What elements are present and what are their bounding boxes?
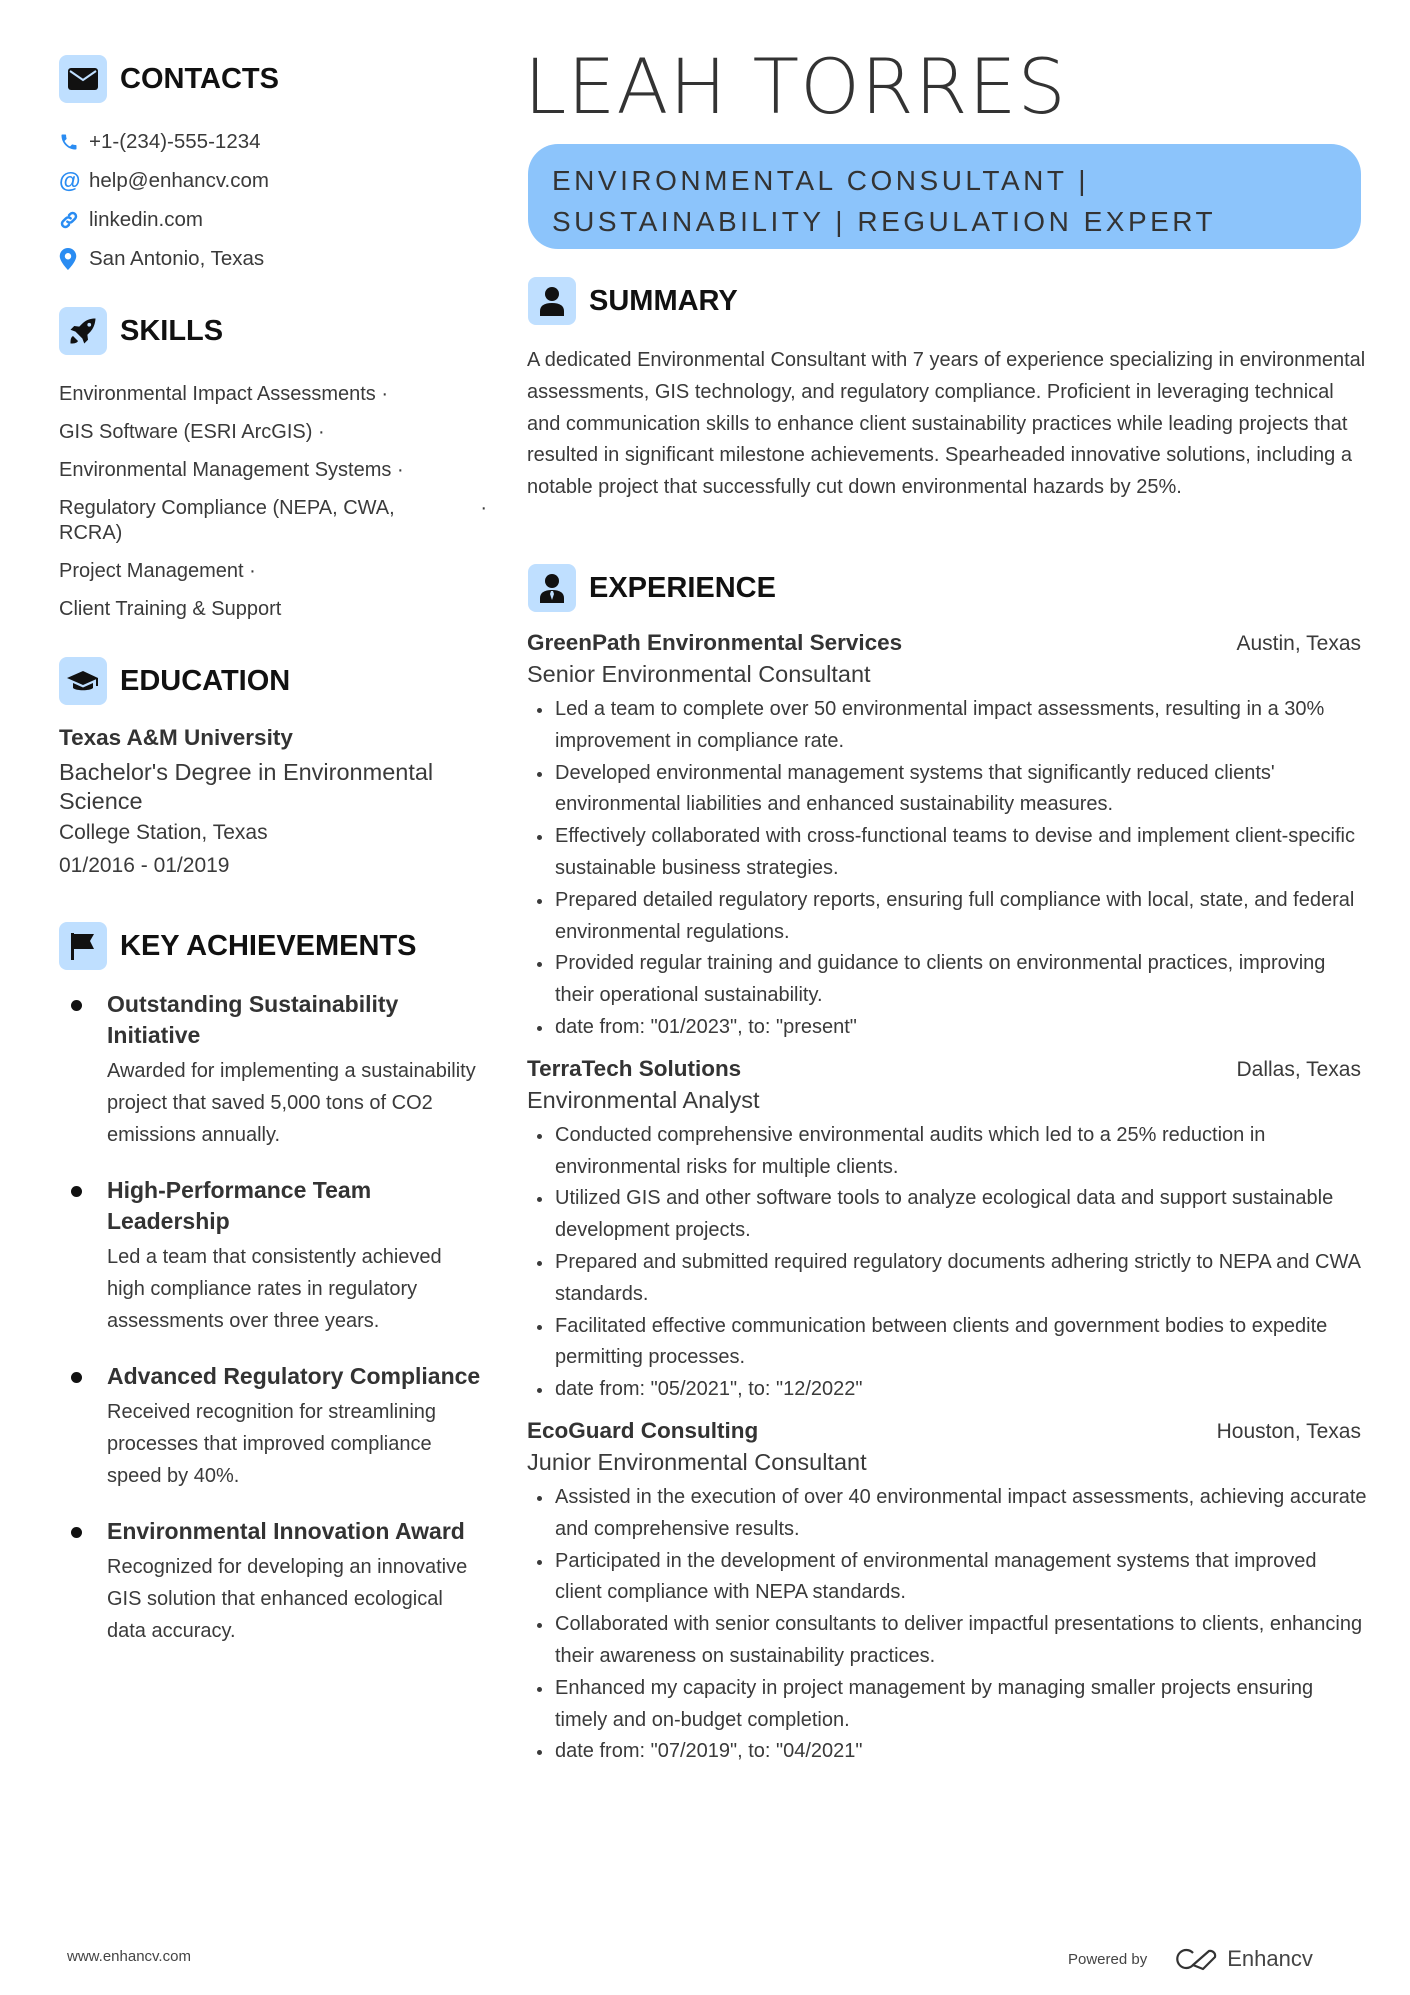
bullet: Prepared detailed regulatory reports, ensuring full compliance with local, state, and federal environmental regulations. (527, 885, 1367, 949)
bullet: Collaborated with senior consultants to deliver impactful presentations to clients, enhancing their awareness on sustainability practices. (527, 1609, 1367, 1673)
achievement-title: Environmental Innovation Award (107, 1518, 465, 1544)
achievement-item (59, 1361, 487, 1492)
job-location: Dallas, Texas (1236, 1057, 1361, 1081)
contact-text: linkedin.com (89, 207, 203, 231)
bullet: Enhanced my capacity in project management by managing smaller projects ensuring timely and on-budget completion. (527, 1673, 1367, 1737)
skill-item: Environmental Management Systems · (59, 459, 404, 481)
skills-list (59, 382, 487, 635)
skill-item: GIS Software (ESRI ArcGIS) · (59, 421, 325, 443)
bullet-icon (71, 1372, 82, 1383)
achievement-item (59, 1175, 487, 1337)
contact-text: help@enhancv.com (89, 168, 269, 192)
bullet: date from: "05/2021", to: "12/2022" (527, 1374, 1367, 1406)
contact-list (59, 122, 269, 278)
bullet: date from: "01/2023", to: "present" (527, 1012, 1367, 1044)
graduation-cap-icon (59, 657, 107, 705)
bullet-icon (71, 1186, 82, 1197)
education-location: College Station, Texas (59, 821, 268, 844)
rocket-icon (59, 307, 107, 355)
experience-list (527, 630, 1367, 1780)
skill-item: Environmental Impact Assessments · (59, 383, 389, 405)
briefcase-user-icon (528, 564, 576, 612)
bullet: Assisted in the execution of over 40 environmental impact assessments, achieving accurate and comprehensive results. (527, 1482, 1367, 1546)
section-title: EXPERIENCE (589, 571, 776, 604)
contact-text: San Antonio, Texas (89, 246, 265, 270)
bullet: Participated in the development of environmental management systems that improved client compliance with NEPA standards. (527, 1546, 1367, 1610)
achievement-title: Advanced Regulatory Compliance (107, 1363, 481, 1389)
bullet: Prepared and submitted required regulatory documents adhering strictly to NEPA and CWA standards. (527, 1247, 1367, 1311)
company-name: EcoGuard Consulting (527, 1417, 759, 1443)
job-title-line: SUSTAINABILITY | REGULATION EXPERT (552, 206, 1217, 237)
summary-header (528, 277, 738, 325)
achievement-desc: Awarded for implementing a sustainability project that saved 5,000 tons of CO2 emissions annually. (107, 1060, 476, 1146)
summary-text: A dedicated Environmental Consultant with 7 years of experience specializing in environmental assessments, GIS technology, and regulatory compliance. Proficient in leveraging technical and communication skills to enhance client sustainability practices while leading projects that resulted in significant milestone achievements. Spearheaded innovative solutions, including a notable project that successfully cut down environmental hazards by 25%. (527, 349, 1366, 499)
job-title-line: ENVIRONMENTAL CONSULTANT | (552, 165, 1089, 196)
achievements-header (59, 922, 417, 970)
section-title: KEY ACHIEVEMENTS (120, 929, 417, 962)
job-role: Senior Environmental Consultant (527, 661, 871, 687)
flag-icon (59, 922, 107, 970)
achievement-title: High-Performance Team Leadership (107, 1177, 372, 1234)
job-role: Junior Environmental Consultant (527, 1448, 867, 1475)
section-title: EDUCATION (120, 664, 291, 697)
job-location: Austin, Texas (1236, 632, 1361, 655)
bullet: Conducted comprehensive environmental audits which led to a 25% reduction in environmental risks for multiple clients. (527, 1120, 1367, 1184)
bullet: Utilized GIS and other software tools to analyze ecological data and support sustainable development projects. (527, 1183, 1367, 1247)
bullet-icon (71, 1000, 82, 1011)
phone-icon (59, 132, 89, 152)
enhancv-logo[interactable] (1173, 1946, 1313, 1972)
school-name: Texas A&M University (59, 725, 293, 750)
job-title-banner (528, 144, 1361, 249)
contacts-header (59, 55, 279, 103)
job-role: Environmental Analyst (527, 1086, 760, 1113)
experience-header (528, 564, 776, 612)
job-bullets (527, 694, 1367, 1044)
brand-name: Enhancv (1227, 1946, 1313, 1971)
bullet: Effectively collaborated with cross-functional teams to devise and implement client-specific sustainable business strategies. (527, 821, 1367, 885)
education-dates: 01/2016 - 01/2019 (59, 854, 230, 877)
skill-item: Regulatory Compliance (NEPA, CWA, RCRA) · (59, 497, 487, 544)
education-entry (59, 725, 459, 882)
bullet: Provided regular training and guidance to clients on environmental practices, improving their operational sustainability. (527, 948, 1367, 1012)
job-entry (527, 1056, 1367, 1406)
bullet: Led a team to complete over 50 environmental impact assessments, resulting in a 30% improvement in compliance rate. (527, 694, 1367, 758)
bullet: Developed environmental management systems that significantly reduced clients' environmental liabilities and enhanced sustainability measures. (527, 758, 1367, 822)
section-title: SKILLS (120, 314, 224, 347)
achievement-desc: Received recognition for streamlining processes that improved compliance speed by 40%. (107, 1401, 437, 1487)
bullet: Facilitated effective communication between clients and government bodies to expedite permitting processes. (527, 1311, 1367, 1375)
job-bullets (527, 1120, 1367, 1406)
skills-header (59, 307, 223, 355)
job-entry (527, 630, 1367, 1044)
user-icon (528, 277, 576, 325)
enhancv-logo-icon (1173, 1947, 1219, 1971)
footer-branding (1068, 1946, 1313, 1972)
footer-website[interactable]: www.enhancv.com (67, 1948, 191, 1965)
company-name: TerraTech Solutions (527, 1055, 742, 1081)
bullet: date from: "07/2019", to: "04/2021" (527, 1736, 1367, 1768)
achievement-desc: Led a team that consistently achieved high compliance rates in regulatory assessments over three years. (107, 1246, 442, 1332)
achievement-item (59, 989, 487, 1151)
achievement-title: Outstanding Sustainability Initiative (107, 991, 399, 1048)
bullet-icon (71, 1527, 82, 1538)
achievement-desc: Recognized for developing an innovative GIS solution that enhanced ecological data accuracy. (107, 1556, 468, 1642)
degree: Bachelor's Degree in Environmental Science (59, 759, 434, 814)
link-icon (59, 210, 89, 230)
contact-phone[interactable] (59, 122, 269, 161)
section-title: SUMMARY (589, 284, 738, 317)
contact-linkedin[interactable] (59, 200, 269, 239)
company-name: GreenPath Environmental Services (527, 630, 903, 655)
skill-item: Client Training & Support (59, 598, 282, 620)
education-header (59, 657, 290, 705)
candidate-name: LEAH TORRES (524, 42, 1067, 131)
location-icon (59, 248, 89, 270)
contact-location (59, 239, 269, 278)
envelope-icon (59, 55, 107, 103)
contact-text: +1-(234)-555-1234 (89, 129, 261, 153)
job-entry (527, 1418, 1367, 1768)
contact-email[interactable] (59, 161, 269, 200)
achievement-item (59, 1516, 487, 1647)
job-bullets (527, 1482, 1367, 1768)
at-icon: @ (59, 167, 81, 193)
skill-item: Project Management · (59, 560, 256, 582)
section-title: CONTACTS (120, 62, 279, 95)
achievements-list (59, 989, 487, 1671)
powered-by-label: Powered by (1068, 1950, 1148, 1968)
job-location: Houston, Texas (1216, 1419, 1361, 1443)
